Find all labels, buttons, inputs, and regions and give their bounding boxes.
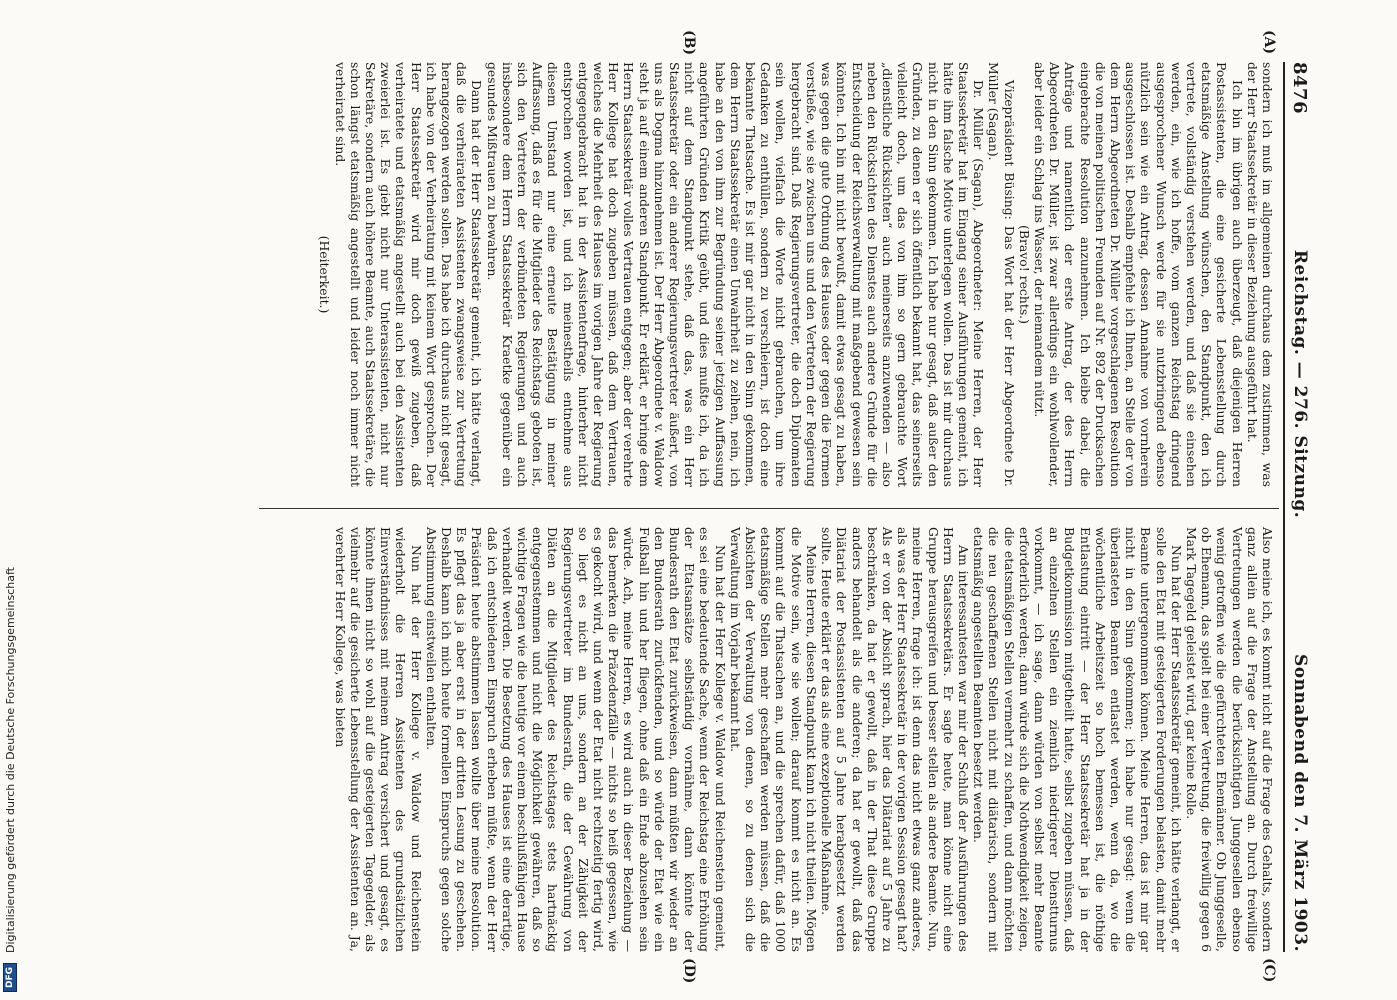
paragraph: Also meine ich, es kommt nicht auf die Frage des Gehalts, sondern ganz allein auf die Frage der Anstellung an. Durch freiwillige Vertretungen werden die berücksichtigten Junggesellen ebenso wenig getroffen wie die gefürchteten Ehemänner. Ob Junggeselle, ob Ehemann, das spielt bei einer Vertretung, die freiwillig gegen 6 Mark Tagegeld geleistet wird, gar keine Rolle. — [1183, 527, 1275, 952]
right-column — [332, 527, 1275, 952]
digitization-note: Digitalisierung gefördert durch die Deutsche Forschungsgemeinschaft — [3, 567, 17, 953]
paragraph: Nun hat der Herr Kollege v. Waldow und Reichenstein wiederholt die Herren Assistenten des grundsätzlichen Einverständnisses mit meinem Antrag versichert und gesagt, es könnte ihnen nicht so wohl auf die gesteigerten Tagegelder, als vielmehr auf die gesicherte Lebensstellung der Assistenten an. Ja, verehrter Herr Kollege, was bieten — [332, 527, 424, 952]
interjection: (Heiterkeit.) — [317, 235, 333, 314]
page-number: 8476 — [1289, 62, 1311, 115]
margin-mark-d: (D) — [681, 958, 697, 984]
paragraph: Dann hat der Herr Staatssekretär gemeint, ich hätte verlangt, daß die verheirateten Assistenten zwangsweise zur Vertretung herangezogen werden sollen. Das habe ich durchaus nicht gesagt, ich habe von der Verheiratung mit keinem Wort gesprochen. Der Herr Staatssekretär wird mir doch gewiß zugeben, daß verheiratete und etatsmäßig angestellt auch bei den Assistenten zweierlei ist. Es giebt nicht nur Unterassistenten, nicht nur Sekretäre, sondern auch höhere Beamte, auch Staatssekretäre, die schon längst etatsmäßig angestellt und leider noch immer nicht verheiratet sind. — [332, 62, 485, 487]
speaker-paragraph: Vizepräsident Büsing: Das Wort hat der Herr Abgeordnete Dr. Müller (Sagan). — [986, 62, 1017, 487]
paragraph: Meine Herren, diesen Standpunkt kann ich nicht theilen. Mögen die Motive sein, wie sie wollen; darauf kommt es nicht an. Es kommt auf die Thatsachen an, und die sprechen dafür, daß 1000 etatsmäßige Stellen mehr geschaffen werden müssen, daß die Absichten der Verwaltung von denen, so zu denen sich die Verwaltung im Vorjahr bekannt hat. — [727, 527, 819, 952]
header-date: Sonnabend den 7. März 1903. — [1290, 654, 1310, 952]
digitization-footer — [0, 0, 20, 1000]
dfg-logo-icon: DFG — [3, 963, 17, 992]
margin-mark-c: (C) — [1261, 958, 1277, 983]
header-title: Reichstag. — 276. Sitzung. — [1290, 249, 1310, 519]
paragraph: Nun hat der Herr Kollege v. Waldow und Reichenstein gemeint, es sei eine bedeutende Sache, wenn der Reichstag eine Erhöhung der Etatsansätze selbständig vornähme, dann könnte der Bundesrath den Etat zurückweisen, dann müßten wir wieder an den Bundesrath zurückfenden, und so würde der Etat wie ein Fußball hin und her fliegen, ohne daß ein Ende abzusehen sein würde. Ach, meine Herren, es wird auch in dieser Beziehung — das bemerken die Präzedenzfälle — nichts so heiß gegessen, wie es gekocht wird, und wenn der Etat nicht rechtzeitig fertig wird, so liegt es nicht an uns, sondern an der Zähigkeit der Regierungsvertreter im Bundesrath, die der Gewährung von Diäten an die Mitglieder des Reichstages stets hartnäckig entgegenstemmen und nicht die Möglichkeit gewähren, daß so wichtige Fragen wie die heutige vor einem beschlußfähigen Hause verhandelt werden. Die Besetzung des Hauses ist eine derartige, daß ich entschiedenen Einspruch erheben müßte, wenn der Herr Präsident heute abstimmen lassen wollte über meine Resolution. Es pflegt das ja aber erst in der dritten Lesung zu geschehen. Deshalb kann ich mich heute formellen Einspruchs gegen solche Abstimmung einstweilen enthalten. — [423, 527, 728, 952]
running-header — [1283, 62, 1315, 952]
paragraph: Ich bin im übrigen auch überzeugt, daß diejenigen Herren Postassistenten, die eine gesicherte Lebensstellung durch etatsmäßige Anstellung wünschen, den Standpunkt, den ich vertrete, vollständig verstehen werden, und daß sie einsehen werden, ein, wie ich hoffe, vom ganzen Reichstag dringend ausgesprochener Wunsch werde für sie nutzbringend ebenso nützlich sein wie ein Antrag, dessen Annahme von vornherein ausgeschlossen ist. Deshalb empfehle ich Ihnen, an Stelle der von dem Herrn Abgeordneten Dr. Müller vorgeschlagenen Resolution die von meinen politischen Freunden auf Nr. 892 der Drucksachen eingebrachte Resolution anzunehmen. Ich bleibe dabei, die Anträge und namentlich der erste Antrag, der des Herrn Abgeordneten Dr. Müller, ist zwar allerdings ein wohlwollender, aber leider ein Schlag ins Wasser, der niemandem nützt. — [1031, 62, 1245, 487]
margin-mark-a: (A) — [1261, 30, 1277, 55]
paragraph: sondern ich muß im allgemeinen durchaus dem zustimmen, was der Herr Staatssekretär in dieser Beziehung ausgeführt hat. — [1244, 62, 1275, 487]
margin-mark-b: (B) — [681, 30, 697, 56]
rotated-page-content — [95, 30, 1315, 984]
speaker-paragraph: Dr. Müller (Sagan), Abgeordneter: Meine Herren, der Herr Staatssekretär hat im Eingang seiner Ausführungen gemeint, ich hätte ihm falsche Motive unterlegen wollen. Das ist mir durchaus nicht in den Sinn gekommen. Ich habe nur gesagt, daß außer den Gründen, zu denen er sich öffentlich bekannt hat, das seinerseits vielleicht doch, um das von ihm so gern gebrauchte Wort „dienstliche Rücksichten“ auch meinerseits anzuwenden — also neben den Rücksichten des Dienstes auch andere Gründe für die Entscheidung der Reichsverwaltung mit maßgebend gewesen sein könnten. Ich bin mit nicht bewußt, damit etwas gesagt zu haben, was gegen die gute Ordnung des Hauses oder gegen die Formen verstieße, wie sie zwischen uns und den Vertretern der Regierung hergebracht sind. Daß Regierungsvertreter, die doch Diplomaten sein wollen, vielfach die Worte nicht gebrauchen, um ihre Gedanken zu enthüllen, sondern zu verschleiern, ist doch eine bekannte Thatsache. Es ist mir gar nicht in den Sinn gekommen, dem Herrn Staatssekretär einen Unwahrheit zu zeihen, nein, ich habe an den von ihm zur Begründung seiner jetzigen Auffassung angeführten Gründen Kritik geübt, und dies mußte ich, da ich nicht auf dem Standpunkt stehe, daß das, was ein Herr Staatssekretär oder ein anderer Regierungsvertreter äußert, von uns als Dogma hinzunehmen ist. Der Herr Abgeordnete v. Waldow steht ja auf einem anderen Standpunkt. Er erklärt, er bringe dem Herrn Staatssekretär volles Vertrauen entgegen; aber der verehrte Herr Kollege hat doch zugeben müssen, daß dem Vertrauen, welches die Mehrheit des Hauses im vorigen Jahre der Regierung entgegengebracht hat in der Assistentenfrage, hinterher nicht entsprochen worden ist, und ich meinestheils entnehme aus diesem Umstand nur eine erneute Bestätigung in meiner Auffassung, daß es für die Mitglieder des Reichstags geboten ist, sich den Vertretern der verbündeten Regierungen und auch insbesondere dem Herrn Staatssekretär Kraetke gegenüber ein gesundes Mißtrauen zu bewahren. — [484, 62, 987, 487]
paragraph: Am interessantesten war mir der Schluß der Ausführungen des Herrn Staatssekretärs. Er sagte heute, man könne nicht eine Gruppe herausgreifen und besser stellen als andere Beamte. Nun, meine Herren, frage ich: ist denn das nicht etwas ganz anderes, als was der Herr Staatssekretär in der vorigen Session gesagt hat? Als er von der Absicht sprach, hier das Diätariat auf 5 Jahre zu beschränken, da hat er gewollt, daß in der That diese Gruppe anders behandelt als die anderen; da hat er gewollt, daß das Diätariat der Postassistenten auf 5 Jahre herabgesetzt werden sollte. Heute erklärt er das als eine exzeptionelle Maßnahme. — [819, 527, 971, 952]
paragraph: Nun hat der Herr Staatssekretär gemeint, ich hätte verlangt, er solle den Etat mit gesteigerten Forderungen belasten, damit mehr Beamte untergenommen können. Meine Herren, das ist mir gar nicht in den Sinn gekommen; ich habe nur gesagt: wenn die überlasteten Beamten entlastet werden, wenn da, wo die wöchentliche Arbeitszeit so hoch bemessen ist, die nöthige Entlastung eintritt — der Herr Staatssekretär hat ja in der Budgetkommission mitgetheilt hatte, selbst zugeben müssen, daß an einzelnen Stellen ein ziemlich niedrigerer Dienstturnus vorkommt, — ich sage, dann würden von selbst mehr Beamte erforderlich werden; dann würde sich die Nothwendigkeit zeigen, die etatsmäßigen Stellen vermehrt zu schaffen, und dann möchten die neu geschaffenen Stellen nicht mit diätarisch, sondern mit etatsmäßig angestellten Beamten besetzt werden. — [971, 527, 1184, 952]
interjection: (Bravo! rechts.) — [1016, 225, 1032, 324]
left-column — [317, 62, 1275, 487]
column-divider — [259, 508, 1279, 509]
